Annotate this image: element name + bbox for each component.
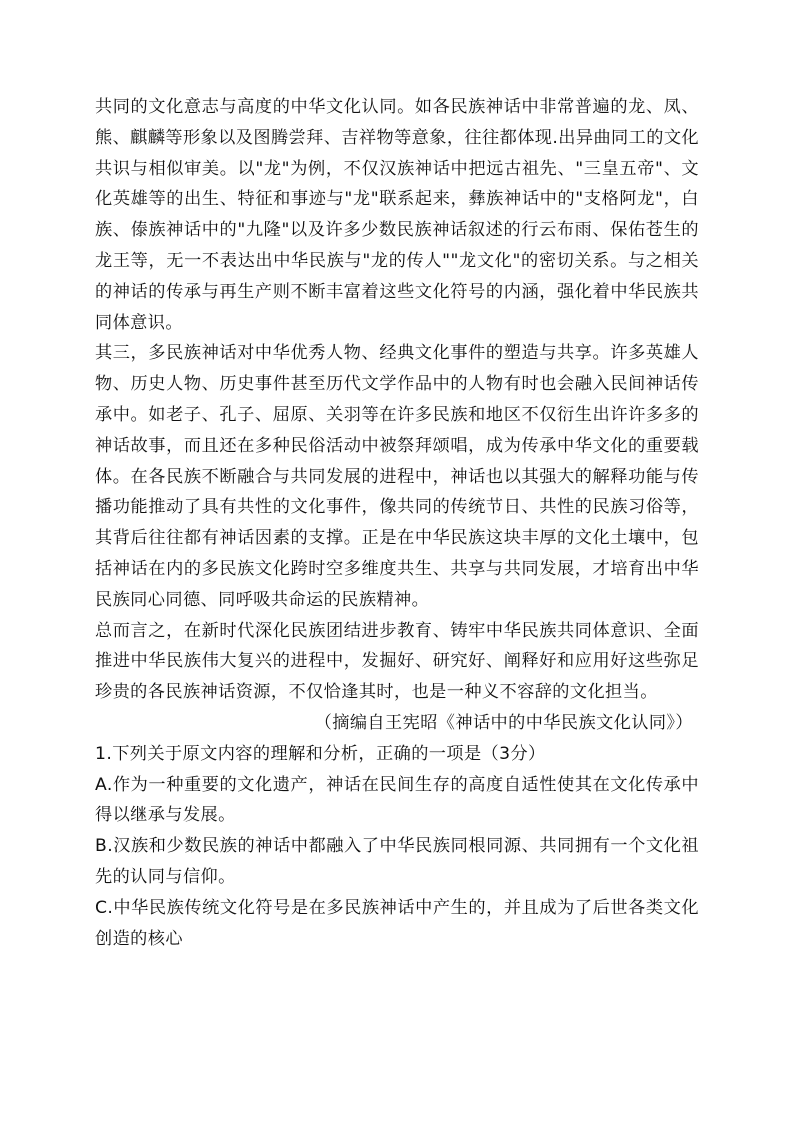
option-c: C.中华民族传统文化符号是在多民族神话中产生的，并且成为了后世各类文化创造的核心	[95, 897, 699, 949]
paragraph-3: 总而言之，在新时代深化民族团结进步教育、铸牢中华民族共同体意识、全面推进中华民族伟大复兴的进程中，发掘好、研究好、阐释好和应用好这些弥足珍贵的各民族神话资源，不仅恰逢其时，也是一种义不容辞的文化担当。	[95, 620, 699, 703]
question-stem: 1.下列关于原文内容的理解和分析，正确的一项是（3分）	[95, 743, 546, 764]
document-page	[95, 92, 699, 954]
paragraph-1: 共同的文化意志与高度的中华文化认同。如各民族神话中非常普遍的龙、凤、熊、麒麟等形象以及图腾尝拜、吉祥物等意象，往往都体现.出异曲同工的文化共识与相似审美。以"龙"为例，不仅汉族神话中把远古祖先、"三皇五帝"、文化英雄等的出生、特征和事迹与"龙"联系起来，彝族神话中的"支格阿龙"，白族、傣族神话中的"九隆"以及许多少数民族神话叙述的行云布雨、保佑苍生的龙王等，无一不表达出中华民族与"龙的传人""龙文化"的密切关系。与之相关的神话的传承与再生产则不断丰富着这些文化符号的内涵，强化着中华民族共同体意识。	[95, 97, 699, 333]
source-citation: （摘编自王宪昭《神话中的中华民族文化认同》）	[314, 712, 693, 733]
option-a: A.作为一种重要的文化遗产，神话在民间生存的高度自适性使其在文化传承中得以继承与发展。	[95, 774, 699, 826]
paragraph-2: 其三，多民族神话对中华优秀人物、经典文化事件的塑造与共享。许多英雄人物、历史人物、历史事件甚至历代文学作品中的人物有时也会融入民间神话传承中。如老子、孔子、屈原、关羽等在许多民族和地区不仅衍生出许许多多的神话故事，而且还在多种民俗活动中被祭拜颂唱，成为传承中华文化的重要载体。在各民族不断融合与共同发展的进程中，神话也以其强大的解释功能与传播功能推动了具有共性的文化事件，像共同的传统节日、共性的民族习俗等，其背后往往都有神话因素的支撑。正是在中华民族这块丰厚的文化土壤中，包括神话在内的多民族文化跨时空多维度共生、共享与共同发展，才培育出中华民族同心同德、同呼吸共命运的民族精神。	[95, 343, 699, 610]
option-b: B.汉族和少数民族的神话中都融入了中华民族同根同源、共同拥有一个文化祖先的认同与信仰。	[95, 836, 699, 887]
